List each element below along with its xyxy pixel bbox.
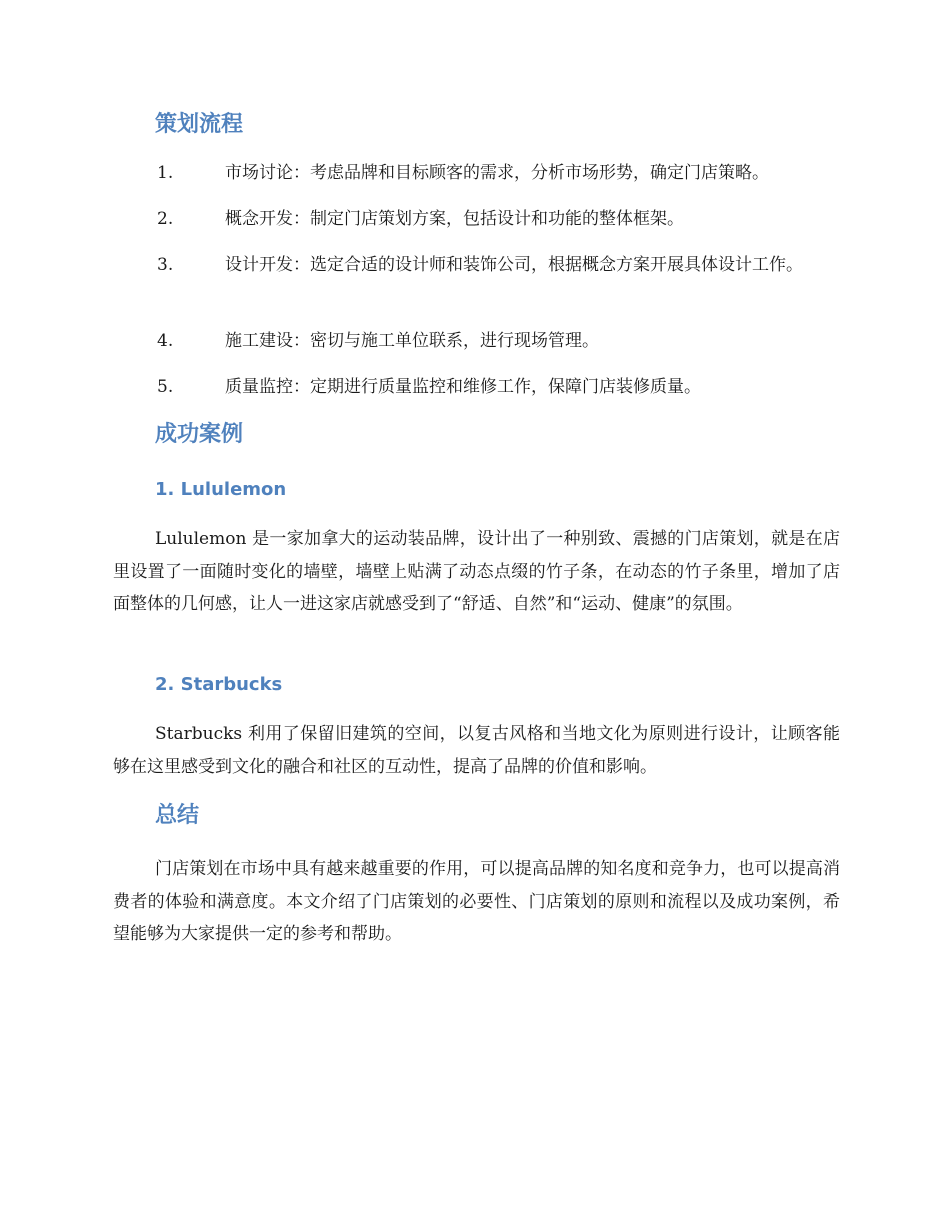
summary-body: 门店策划在市场中具有越来越重要的作用，可以提高品牌的知名度和竞争力，也可以提高消费者的体验和满意度。本文介绍了门店策划的必要性、门店策划的原则和流程以及成功案例，希望能够为大家提供一定的参考和帮助。 xyxy=(113,859,840,944)
list-number: 4. xyxy=(157,331,174,351)
process-item-1 xyxy=(113,158,840,189)
list-text: 概念开发：制定门店策划方案，包括设计和功能的整体框架。 xyxy=(225,209,684,229)
process-item-3 xyxy=(113,250,840,281)
heading-process: 策划流程 xyxy=(155,112,244,137)
process-item-5 xyxy=(113,372,840,403)
list-text: 设计开发：选定合适的设计师和装饰公司，根据概念方案开展具体设计工作。 xyxy=(225,255,803,275)
case-body-lululemon: Lululemon 是一家加拿大的运动装品牌，设计出了一种别致、震撼的门店策划，就是在店里设置了一面随时变化的墙壁，墙壁上贴满了动态点缀的竹子条，在动态的竹子条里，增加了店面整体的几何感，让人一进这家店就感受到了“舒适、自然”和“运动、健康”的氛围。 xyxy=(113,529,840,614)
process-item-4 xyxy=(113,326,840,357)
list-text: 质量监控：定期进行质量监控和维修工作，保障门店装修质量。 xyxy=(225,377,701,397)
list-text: 施工建设：密切与施工单位联系，进行现场管理。 xyxy=(225,331,599,351)
list-text: 市场讨论：考虑品牌和目标顾客的需求，分析市场形势，确定门店策略。 xyxy=(225,163,769,183)
heading-summary: 总结 xyxy=(155,803,200,828)
list-number: 3. xyxy=(157,255,174,275)
list-number: 5. xyxy=(157,377,174,397)
list-number: 2. xyxy=(157,209,174,229)
case-body-starbucks: Starbucks 利用了保留旧建筑的空间，以复古风格和当地文化为原则进行设计，让顾客能够在这里感受到文化的融合和社区的互动性，提高了品牌的价值和影响。 xyxy=(113,724,840,777)
list-number: 1. xyxy=(157,163,174,183)
heading-cases: 成功案例 xyxy=(155,422,244,447)
process-item-2 xyxy=(113,204,840,235)
case-title-starbucks: 2. Starbucks xyxy=(155,674,283,695)
case-title-lululemon: 1. Lululemon xyxy=(155,479,287,500)
